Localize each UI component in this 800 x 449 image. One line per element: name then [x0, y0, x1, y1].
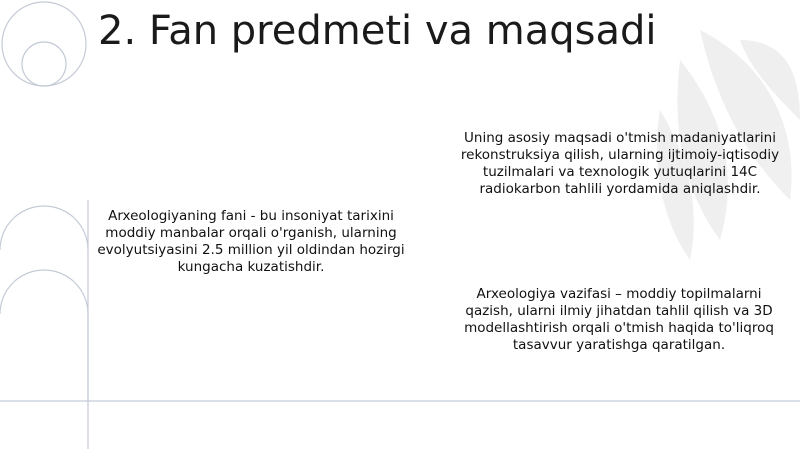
slide-title: 2. Fan predmeti va maqsadi — [98, 8, 657, 54]
arch-outline-lower — [0, 270, 88, 400]
text-block-purpose: Uning asosiy maqsadi o'tmish madaniyatlarini rekonstruksiya qilish, ularning ijtimoiy-iqtisodiy tuzilmalari va texnologik yutuqlarini 14C radiokarbon tahlili yordamida aniqlashdir. — [460, 130, 780, 197]
text-block-task: Arxeologiya vazifasi – moddiy topilmalarni qazish, ularni ilmiy jihatdan tahlil qilish va 3D modellashtirish orqali o'tmish haqida to'liqroq tasavvur yaratishga qaratilgan. — [464, 286, 774, 353]
large-circle-outline — [2, 2, 86, 86]
text-block-subject: Arxeologiyaning fani - bu insoniyat tarixini moddiy manbalar orqali o'rganish, ularning evolyutsiyasini 2.5 million yil oldindan hozirgi kungacha kuzatishdir. — [97, 208, 405, 275]
arch-outline-upper — [0, 206, 88, 250]
small-circle-outline — [22, 42, 66, 86]
